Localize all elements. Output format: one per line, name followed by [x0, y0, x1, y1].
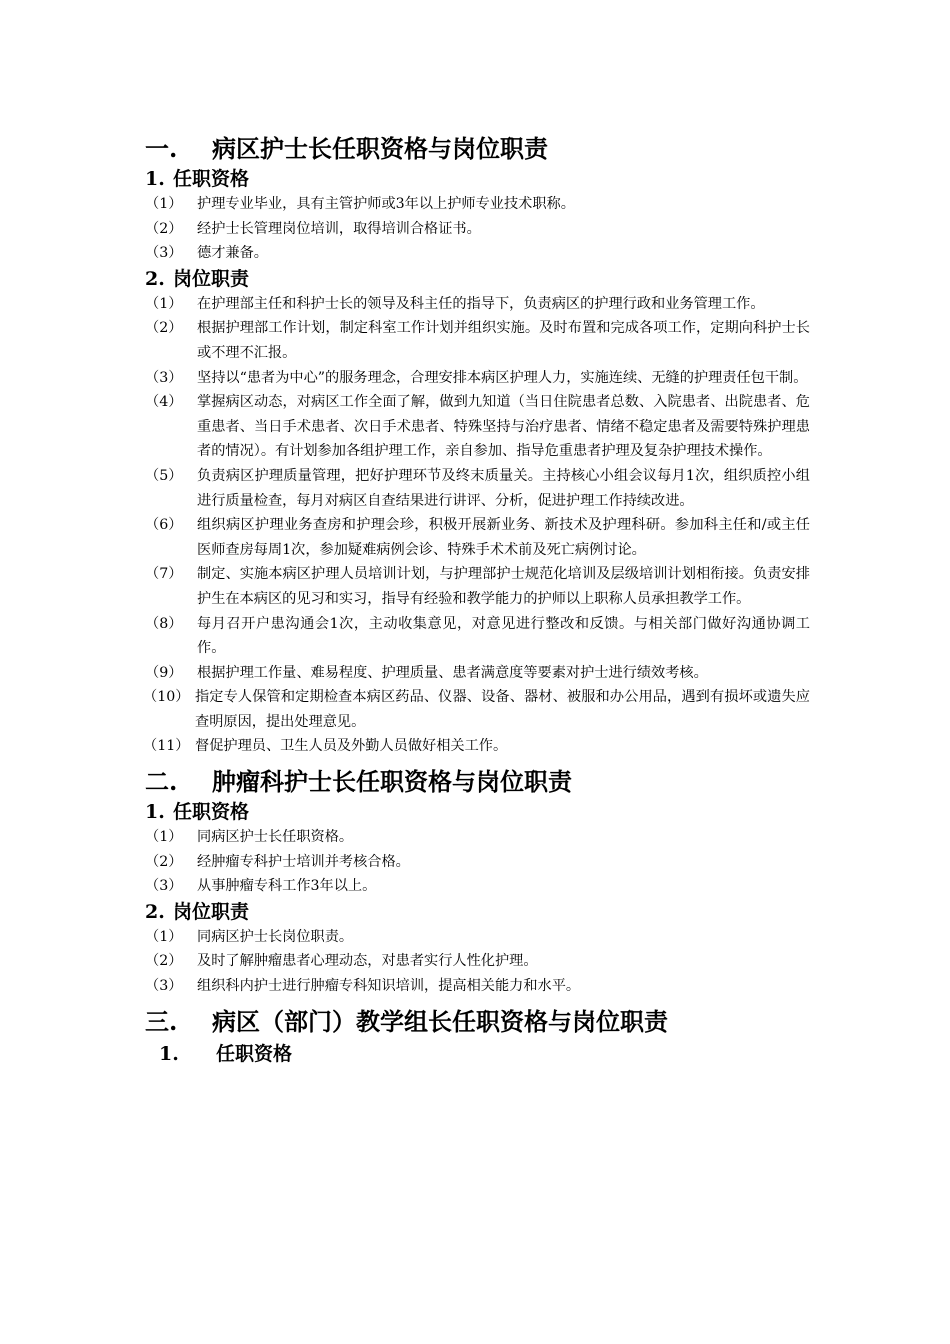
section-title: 病区护士长任职资格与岗位职责	[212, 134, 548, 163]
item-text: 制定、实施本病区护理人员培训计划，与护理部护士规范化培训及层级培训计划相衔接。负责安排护生在本病区的见习和实习，指导有经验和教学能力的护师以上职称人员承担教学工作。	[197, 566, 810, 607]
item-text: 经护士长管理岗位培训，取得培训合格证书。	[197, 220, 481, 237]
list-item	[145, 661, 810, 686]
item-text: 同病区护士长任职资格。	[197, 829, 354, 846]
item-number: （6）	[145, 517, 183, 534]
item-number: （4）	[145, 394, 183, 411]
item-number: （3）	[145, 978, 183, 995]
item-number: （2）	[145, 853, 183, 870]
item-text: 组织科内护士进行肿瘤专科知识培训，提高相关能力和水平。	[197, 978, 581, 995]
subsection-title: 任职资格	[173, 168, 250, 190]
item-text: 护理专业毕业，具有主管护师或3年以上护师专业技术职称。	[197, 196, 575, 212]
item-text: 督促护理员、卫生人员及外勤人员做好相关工作。	[195, 738, 508, 755]
subsection-number: 1.	[145, 801, 165, 824]
item-text: 及时了解肿瘤患者心理动态，对患者实行人性化护理。	[197, 953, 538, 970]
list-item	[145, 825, 810, 850]
item-number: （2）	[145, 220, 183, 237]
list-item	[145, 874, 810, 899]
item-number: （1）	[145, 829, 183, 846]
list-item	[145, 925, 810, 950]
section-title: 肿瘤科护士长任职资格与岗位职责	[212, 767, 572, 797]
item-text: 同病区护士长岗位职责。	[197, 928, 354, 945]
list-item	[145, 949, 810, 974]
section-number: 三.	[145, 1006, 178, 1036]
item-text: 根据护理工作量、难易程度、护理质量、患者满意度等要素对护士进行绩效考核。	[197, 664, 708, 681]
list-item	[145, 612, 810, 661]
item-number: （1）	[145, 196, 183, 212]
item-number: （3）	[145, 878, 183, 895]
list-item	[145, 562, 810, 611]
list-item	[145, 850, 810, 875]
subsection-heading	[145, 1041, 810, 1067]
item-text: 德才兼备。	[197, 245, 268, 262]
subsection-number: 1.	[145, 168, 165, 190]
item-number: （10）	[143, 689, 190, 706]
item-number: （3）	[145, 245, 183, 262]
list-item	[145, 217, 810, 242]
subsection-heading	[145, 166, 810, 192]
item-number: （1）	[145, 295, 183, 312]
item-text: 掌握病区动态，对病区工作全面了解，做到九知道（当日住院患者总数、入院患者、出院患者、危重患者、当日手术患者、次日手术患者、特殊坚持与治疗患者、情绪不稳定患者及需要特殊护理患者的情况）。有计划参加各组护理工作，亲自参加、指导危重患者护理及复杂护理技术操作。	[197, 394, 810, 460]
subsection-number: 2.	[145, 900, 165, 923]
list-item	[145, 366, 810, 391]
item-number: （9）	[145, 664, 183, 681]
list-item	[145, 513, 810, 562]
item-text: 根据护理部工作计划，制定科室工作计划并组织实施。及时布置和完成各项工作，定期向科护士长或不理不汇报。	[197, 320, 810, 361]
item-number: （11）	[143, 738, 190, 755]
subsection-heading	[145, 266, 810, 292]
item-number: （1）	[145, 928, 183, 945]
list-item	[145, 241, 810, 266]
subsection-heading	[145, 799, 810, 825]
list-item	[145, 390, 810, 464]
subsection-number: 2.	[145, 267, 165, 290]
subsection-number: 1.	[159, 1042, 179, 1065]
item-number: （7）	[145, 566, 183, 583]
section-title: 病区（部门）教学组长任职资格与岗位职责	[212, 1006, 668, 1036]
item-number: （3）	[145, 369, 183, 386]
subsection-title: 任职资格	[173, 801, 250, 824]
list-item	[145, 734, 810, 759]
item-number: （5）	[145, 467, 183, 484]
section-number: 一.	[145, 134, 178, 163]
item-number: （8）	[145, 615, 183, 632]
section-heading	[145, 132, 810, 166]
item-number: （2）	[145, 953, 183, 970]
section-number: 二.	[145, 767, 178, 797]
list-item	[145, 316, 810, 365]
section-heading	[145, 1005, 810, 1039]
item-text: 组织病区护理业务查房和护理会珍，积极开展新业务、新技术及护理科研。参加科主任和/或主任医师查房每周1次，参加疑难病例会诊、特殊手术术前及死亡病例讨论。	[197, 517, 810, 558]
list-item	[145, 974, 810, 999]
subsection-title: 岗位职责	[173, 267, 250, 290]
document-content	[145, 132, 810, 1067]
subsection-heading	[145, 899, 810, 925]
list-item	[145, 292, 810, 317]
item-text: 在护理部主任和科护士长的领导及科主任的指导下，负责病区的护理行政和业务管理工作。	[197, 295, 765, 312]
item-text: 负责病区护理质量管理，把好护理环节及终末质量关。主持核心小组会议每月1次，组织质控小组进行质量检查，每月对病区自查结果进行讲评、分析，促进护理工作持续改进。	[197, 467, 810, 509]
item-text: 每月召开户患沟通会1次，主动收集意见，对意见进行整改和反馈。与相关部门做好沟通协调工作。	[197, 615, 810, 657]
list-item	[145, 192, 810, 217]
subsection-title: 岗位职责	[173, 900, 250, 923]
section-heading	[145, 765, 810, 799]
item-text: 从事肿瘤专科工作3年以上。	[197, 878, 377, 895]
item-text: 指定专人保管和定期检查本病区药品、仪器、设备、器材、被服和办公用品，遇到有损坏或遗失应查明原因，提出处理意见。	[195, 689, 810, 730]
list-item	[145, 685, 810, 734]
item-text: 经肿瘤专科护士培训并考核合格。	[197, 853, 410, 870]
subsection-title: 任职资格	[216, 1042, 293, 1065]
item-text: 坚持以“患者为中心”的服务理念，合理安排本病区护理人力，实施连续、无缝的护理责任包干制。	[197, 369, 808, 386]
item-number: （2）	[145, 320, 183, 337]
list-item	[145, 464, 810, 513]
